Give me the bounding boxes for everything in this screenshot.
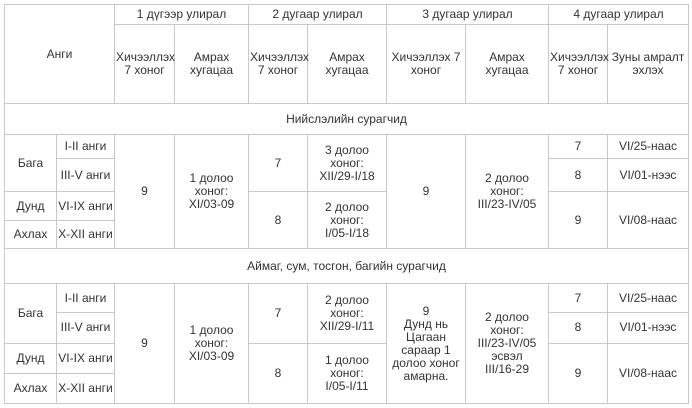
province-q1-weeks: 9 [115,284,175,404]
capital-q2-weeks-a: 7 [249,134,308,191]
capital-grade-1-2: I-II анги [57,134,115,159]
q2-break-header: Амрах хугацаа [308,25,387,104]
capital-section-title: Нийслэлийн сурагчид [5,104,689,135]
province-q4-start-1: VI/25-наас [608,284,689,313]
capital-q3-break: 2 долоо хоног: III/23-IV/05 [466,134,549,249]
province-grade-1-2: I-II анги [57,284,115,313]
capital-q4-start-2: VI/01-нээс [608,159,689,192]
province-level-high: Ахлах [5,374,57,404]
capital-q4-start-3: VI/08-наас [608,192,689,249]
q4-study-weeks-header: Хичээллэх 7 хоног [549,25,608,104]
quarter-4-header: 4 дугаар улирал [549,5,689,25]
quarter-1-header: 1 дүгээр улирал [115,5,249,25]
header-row-quarters [5,5,689,25]
capital-level-primary: Бага [5,134,57,191]
capital-grade-3-5: III-V анги [57,159,115,192]
capital-q4-start-1: VI/25-наас [608,134,689,159]
province-q2-break-b: 1 долоо хоног: I/05-I/11 [308,343,387,403]
province-row-grade-6-9 [5,343,689,374]
province-q3-weeks: 9 Дунд нь Цагаан сараар 1 долоо хоног амарна. [387,284,466,404]
capital-grade-6-9: VI-IX анги [57,192,115,221]
province-q2-weeks-a: 7 [249,284,308,343]
school-calendar-table [4,4,689,404]
capital-q1-break: 1 долоо хоног: XI/03-09 [175,134,249,249]
province-grade-6-9: VI-IX анги [57,343,115,374]
q1-break-header: Амрах хугацаа [175,25,249,104]
province-q2-break-a: 2 долоо хоног: XII/29-I/11 [308,284,387,343]
q2-study-weeks-header: Хичээллэх 7 хоног [249,25,308,104]
province-grade-3-5: III-V анги [57,312,115,343]
province-level-primary: Бага [5,284,57,343]
province-q4-weeks-1: 7 [549,284,608,313]
capital-row-grade-6-9 [5,192,689,221]
grade-column-header: Анги [5,5,115,104]
capital-level-high: Ахлах [5,220,57,249]
q1-study-weeks-header: Хичээллэх 7 хоног [115,25,175,104]
quarter-2-header: 2 дугаар улирал [249,5,387,25]
capital-q4-weeks-3: 9 [549,192,608,249]
capital-row-grade-1-2 [5,134,689,159]
province-row-grade-1-2 [5,284,689,313]
q4-summer-break-header: Зуны амралт эхлэх [608,25,689,104]
capital-q1-weeks: 9 [115,134,175,249]
province-q4-weeks-2: 8 [549,312,608,343]
capital-level-middle: Дунд [5,192,57,221]
province-level-middle: Дунд [5,343,57,374]
province-q4-weeks-3: 9 [549,343,608,403]
capital-q4-weeks-2: 8 [549,159,608,192]
province-q2-weeks-b: 8 [249,343,308,403]
q3-break-header: Амрах хугацаа [466,25,549,104]
capital-q4-weeks-1: 7 [549,134,608,159]
q3-study-weeks-header: Хичээллэх 7 хоног [387,25,466,104]
province-section-row [5,249,689,284]
capital-q2-break-b: 2 долоо хоног: I/05-I/18 [308,192,387,249]
province-q3-break: 2 долоо хоног: III/23-IV/05 эсвэл III/16-29 [466,284,549,404]
capital-q3-weeks: 9 [387,134,466,249]
province-q4-start-2: VI/01-нээс [608,312,689,343]
capital-grade-10-12: X-XII анги [57,220,115,249]
capital-q2-weeks-b: 8 [249,192,308,249]
quarter-3-header: 3 дугаар улирал [387,5,549,25]
province-q4-start-3: VI/08-наас [608,343,689,403]
capital-q2-break-a: 3 долоо хоног: XII/29-I/18 [308,134,387,191]
province-grade-10-12: X-XII анги [57,374,115,404]
province-section-title: Аймаг, сум, тосгон, багийн сурагчид [5,249,689,284]
capital-section-row [5,104,689,135]
province-q1-break: 1 долоо хоног: XI/03-09 [175,284,249,404]
